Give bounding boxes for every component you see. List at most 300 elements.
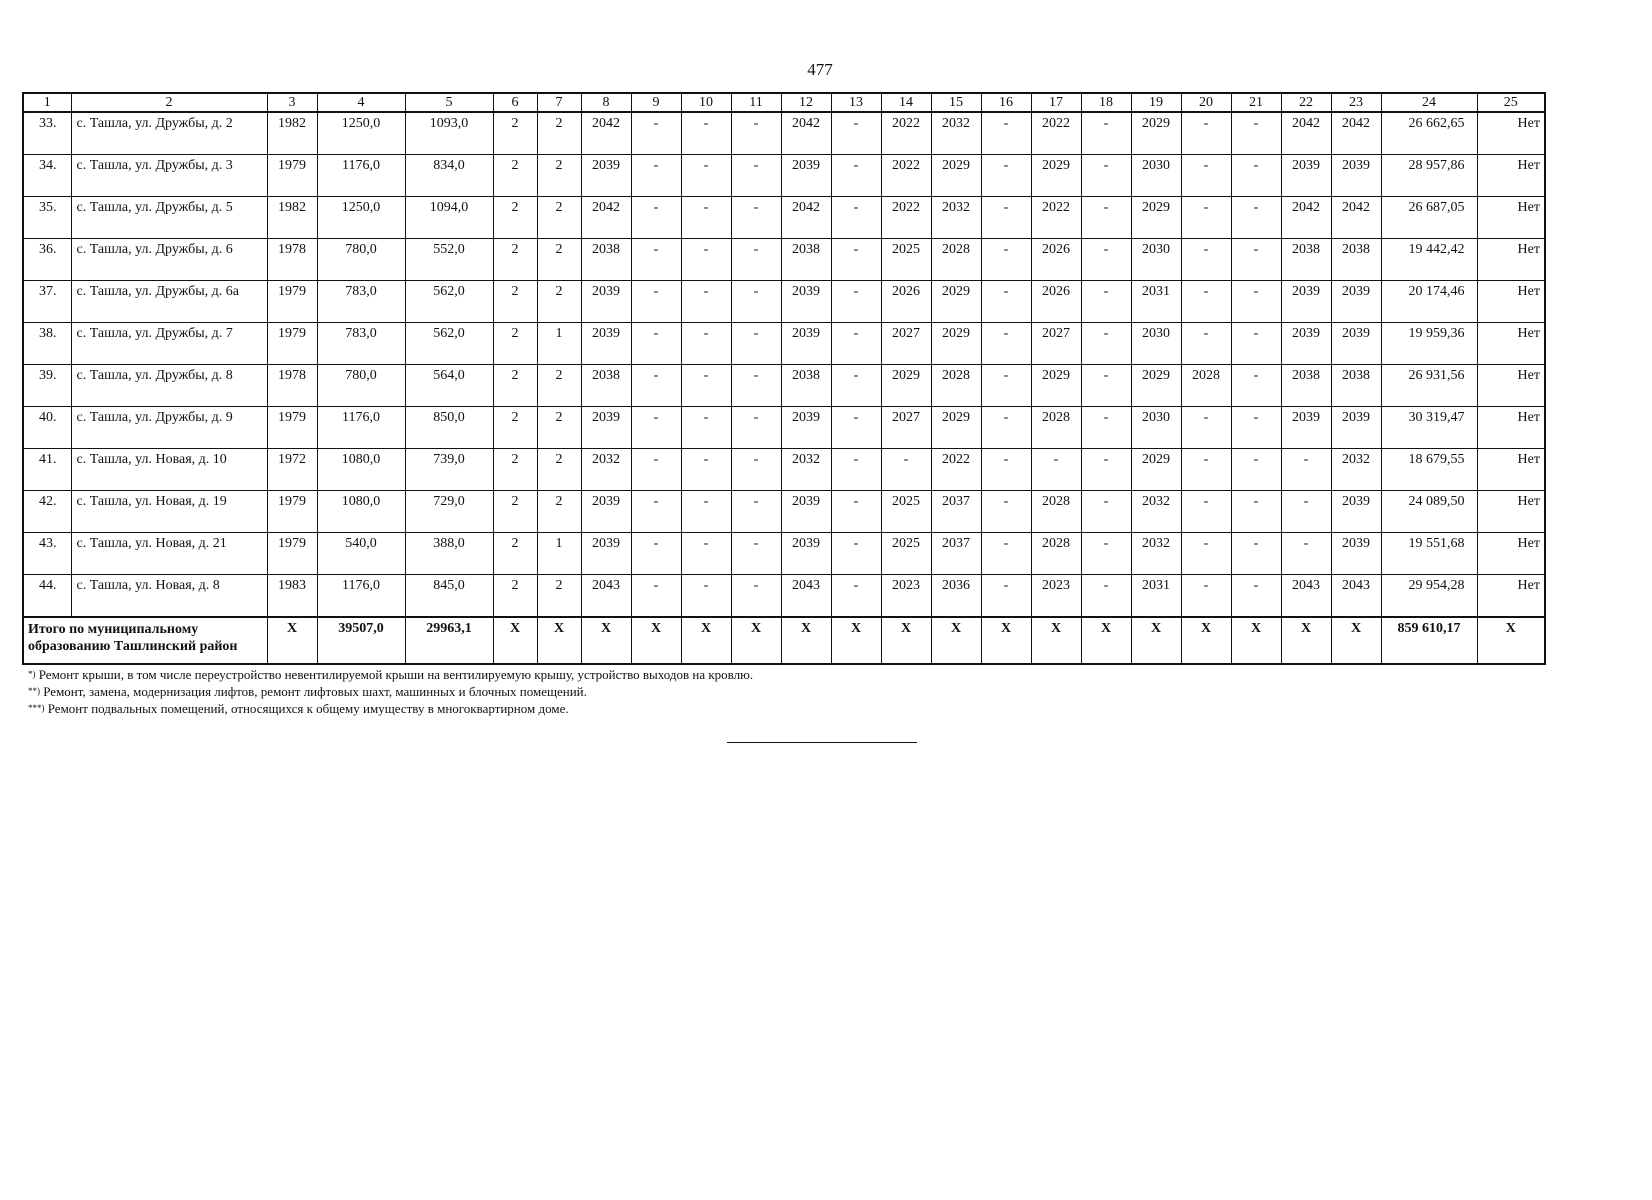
table-row — [23, 281, 1545, 323]
table-cell: 2029 — [881, 365, 931, 407]
table-cell: 2029 — [931, 155, 981, 197]
table-cell: 2 — [537, 575, 581, 618]
table-cell: - — [631, 365, 681, 407]
footnote-text: Ремонт, замена, модернизация лифтов, ремонт лифтовых шахт, машинных и блочных помещений. — [43, 684, 587, 699]
table-cell: - — [1081, 323, 1131, 365]
table-cell: 1 — [537, 533, 581, 575]
table-cell: - — [1231, 365, 1281, 407]
total-cell: X — [881, 617, 931, 664]
total-cell: X — [1281, 617, 1331, 664]
table-cell: 1979 — [267, 533, 317, 575]
table-cell: 2039 — [781, 323, 831, 365]
total-cell: 859 610,17 — [1381, 617, 1477, 664]
table-cell: 2039 — [1331, 407, 1381, 449]
table-cell: 2043 — [581, 575, 631, 618]
table-cell: - — [631, 323, 681, 365]
table-cell: 2039 — [581, 533, 631, 575]
table-cell: - — [1231, 533, 1281, 575]
table-cell: 2036 — [931, 575, 981, 618]
table-cell: 780,0 — [317, 239, 405, 281]
table-cell: 1979 — [267, 407, 317, 449]
table-cell: - — [731, 323, 781, 365]
total-cell: 39507,0 — [317, 617, 405, 664]
table-cell: - — [1231, 491, 1281, 533]
table-cell: Нет — [1477, 281, 1545, 323]
table-cell: - — [731, 533, 781, 575]
column-header: 17 — [1031, 93, 1081, 112]
table-cell: - — [1181, 239, 1231, 281]
table-cell: 2028 — [931, 239, 981, 281]
table-cell: 2039 — [1281, 281, 1331, 323]
table-cell: 2022 — [881, 112, 931, 155]
table-cell: - — [681, 491, 731, 533]
table-cell: 1250,0 — [317, 197, 405, 239]
table-cell: - — [1231, 197, 1281, 239]
table-cell: 2042 — [1281, 112, 1331, 155]
table-cell: 850,0 — [405, 407, 493, 449]
total-cell: X — [537, 617, 581, 664]
table-cell: 2038 — [1331, 365, 1381, 407]
table-cell: Нет — [1477, 575, 1545, 618]
table-cell: 2028 — [1031, 491, 1081, 533]
table-cell: - — [831, 533, 881, 575]
table-cell: 2 — [537, 449, 581, 491]
table-cell: - — [731, 449, 781, 491]
table-cell: - — [831, 281, 881, 323]
table-cell: 1982 — [267, 197, 317, 239]
table-cell: 2029 — [1131, 365, 1181, 407]
table-cell: - — [681, 533, 731, 575]
table-cell: - — [1231, 155, 1281, 197]
table-cell: 783,0 — [317, 323, 405, 365]
table-cell: 2028 — [1181, 365, 1231, 407]
table-cell: 35. — [23, 197, 71, 239]
table-cell: Нет — [1477, 407, 1545, 449]
column-header: 3 — [267, 93, 317, 112]
table-cell: 2039 — [1331, 533, 1381, 575]
table-cell: 28 957,86 — [1381, 155, 1477, 197]
table-cell: 2039 — [1331, 281, 1381, 323]
footnote-mark: **) — [28, 686, 40, 696]
table-cell: 2039 — [581, 281, 631, 323]
table-cell: 2039 — [1331, 323, 1381, 365]
table-cell: - — [1181, 323, 1231, 365]
column-header: 9 — [631, 93, 681, 112]
table-cell: 2029 — [1031, 365, 1081, 407]
table-cell: 1979 — [267, 491, 317, 533]
column-header: 16 — [981, 93, 1031, 112]
table-cell: - — [831, 197, 881, 239]
table-cell: 2042 — [581, 112, 631, 155]
table-cell: - — [731, 407, 781, 449]
footnote-text: Ремонт крыши, в том числе переустройство невентилируемой крыши на вентилируемую крышу, устройство выходов на кровлю. — [38, 667, 754, 682]
total-cell: X — [1231, 617, 1281, 664]
table-cell: с. Ташла, ул. Новая, д. 19 — [71, 491, 267, 533]
table-cell: 2 — [493, 323, 537, 365]
column-header: 6 — [493, 93, 537, 112]
table-cell: - — [831, 323, 881, 365]
total-cell: X — [493, 617, 537, 664]
table-cell: - — [831, 112, 881, 155]
table-cell: - — [631, 155, 681, 197]
table-cell: 2022 — [1031, 197, 1081, 239]
table-cell: 24 089,50 — [1381, 491, 1477, 533]
table-cell: - — [731, 197, 781, 239]
table-cell: 2042 — [781, 112, 831, 155]
table-cell: - — [1081, 155, 1131, 197]
table-cell: - — [1081, 407, 1131, 449]
total-cell: X — [581, 617, 631, 664]
table-cell: - — [631, 533, 681, 575]
table-row — [23, 575, 1545, 618]
table-cell: Нет — [1477, 112, 1545, 155]
table-cell: 2039 — [781, 407, 831, 449]
table-cell: - — [1281, 491, 1331, 533]
table-cell: 2 — [537, 281, 581, 323]
table-cell: - — [981, 239, 1031, 281]
table-cell: 26 687,05 — [1381, 197, 1477, 239]
table-cell: 1176,0 — [317, 575, 405, 618]
table-cell: 2030 — [1131, 407, 1181, 449]
table-cell: 2032 — [931, 197, 981, 239]
table-cell: 2037 — [931, 491, 981, 533]
table-cell: 19 551,68 — [1381, 533, 1477, 575]
table-row — [23, 533, 1545, 575]
table-cell: 2026 — [881, 281, 931, 323]
table-cell: - — [1181, 449, 1231, 491]
table-cell: 2032 — [1131, 533, 1181, 575]
table-cell: 19 959,36 — [1381, 323, 1477, 365]
table-cell: 2 — [537, 239, 581, 281]
footnote — [28, 700, 753, 717]
table-cell: 2039 — [1281, 323, 1331, 365]
table-cell: 2038 — [1281, 239, 1331, 281]
table-cell: 2025 — [881, 533, 931, 575]
table-cell: 2 — [537, 407, 581, 449]
table-cell: с. Ташла, ул. Дружбы, д. 6а — [71, 281, 267, 323]
table-cell: 2022 — [1031, 112, 1081, 155]
table-cell: 2029 — [931, 407, 981, 449]
total-cell: X — [1131, 617, 1181, 664]
table-cell: 2038 — [781, 239, 831, 281]
table-row — [23, 449, 1545, 491]
table-cell: 1 — [537, 323, 581, 365]
total-cell: X — [1031, 617, 1081, 664]
table-cell: 38. — [23, 323, 71, 365]
table-row — [23, 491, 1545, 533]
table-cell: - — [1281, 449, 1331, 491]
table-cell: 2027 — [881, 407, 931, 449]
table-cell: 40. — [23, 407, 71, 449]
table-cell: 783,0 — [317, 281, 405, 323]
table-cell: 388,0 — [405, 533, 493, 575]
table-cell: 2029 — [931, 281, 981, 323]
column-header: 24 — [1381, 93, 1477, 112]
footnotes — [28, 666, 753, 717]
table-cell: - — [681, 575, 731, 618]
total-cell: X — [1081, 617, 1131, 664]
table-cell: Нет — [1477, 533, 1545, 575]
table-cell: 1979 — [267, 323, 317, 365]
table-cell: - — [1081, 533, 1131, 575]
table-cell: 1176,0 — [317, 155, 405, 197]
table-cell: - — [1081, 491, 1131, 533]
table-cell: 34. — [23, 155, 71, 197]
table-cell: 2042 — [581, 197, 631, 239]
table-cell: 2031 — [1131, 281, 1181, 323]
table-cell: 2023 — [881, 575, 931, 618]
table-cell: - — [981, 533, 1031, 575]
table-cell: - — [1181, 575, 1231, 618]
table-cell: 2023 — [1031, 575, 1081, 618]
table-cell: - — [1231, 575, 1281, 618]
total-cell: X — [1181, 617, 1231, 664]
table-cell: 2029 — [1131, 449, 1181, 491]
table-cell: 2038 — [581, 365, 631, 407]
table-cell: 2022 — [881, 155, 931, 197]
column-header: 19 — [1131, 93, 1181, 112]
table-cell: - — [831, 575, 881, 618]
table-cell: 2022 — [881, 197, 931, 239]
table-cell: - — [1231, 239, 1281, 281]
table-cell: с. Ташла, ул. Новая, д. 10 — [71, 449, 267, 491]
total-row — [23, 617, 1545, 664]
table-cell: - — [981, 407, 1031, 449]
table-cell: 1972 — [267, 449, 317, 491]
table-cell: Нет — [1477, 449, 1545, 491]
table-cell: - — [1181, 155, 1231, 197]
total-cell: X — [1331, 617, 1381, 664]
table-cell: Нет — [1477, 365, 1545, 407]
table-cell: - — [1231, 281, 1281, 323]
table-cell: 2039 — [581, 323, 631, 365]
table-cell: 2039 — [581, 407, 631, 449]
column-header: 18 — [1081, 93, 1131, 112]
table-cell: 540,0 — [317, 533, 405, 575]
table-cell: 2039 — [781, 533, 831, 575]
table-cell: - — [1081, 239, 1131, 281]
table-cell: 2027 — [881, 323, 931, 365]
table-cell: - — [881, 449, 931, 491]
table-cell: - — [1081, 112, 1131, 155]
table-cell: 2039 — [1281, 407, 1331, 449]
table-cell: 2038 — [1281, 365, 1331, 407]
total-cell: X — [1477, 617, 1545, 664]
table-cell: с. Ташла, ул. Дружбы, д. 7 — [71, 323, 267, 365]
table-cell: 2 — [493, 407, 537, 449]
table-cell: - — [981, 155, 1031, 197]
table-cell: 2 — [537, 112, 581, 155]
column-header: 11 — [731, 93, 781, 112]
table-cell: 1080,0 — [317, 449, 405, 491]
column-header: 23 — [1331, 93, 1381, 112]
table-cell: с. Ташла, ул. Дружбы, д. 8 — [71, 365, 267, 407]
table-cell: 2 — [493, 239, 537, 281]
table-cell: - — [681, 365, 731, 407]
table-cell: 2032 — [1131, 491, 1181, 533]
table-cell: - — [981, 575, 1031, 618]
table-cell: - — [831, 491, 881, 533]
table-cell: 2043 — [1281, 575, 1331, 618]
table-cell: 26 662,65 — [1381, 112, 1477, 155]
table-cell: с. Ташла, ул. Дружбы, д. 3 — [71, 155, 267, 197]
table-cell: 780,0 — [317, 365, 405, 407]
table-cell: 20 174,46 — [1381, 281, 1477, 323]
table-cell: - — [981, 112, 1031, 155]
table-cell: 2039 — [781, 155, 831, 197]
table-cell: - — [831, 155, 881, 197]
column-header: 8 — [581, 93, 631, 112]
column-header: 2 — [71, 93, 267, 112]
table-cell: - — [1081, 281, 1131, 323]
table-cell: 37. — [23, 281, 71, 323]
table-cell: - — [1181, 533, 1231, 575]
table-cell: с. Ташла, ул. Дружбы, д. 6 — [71, 239, 267, 281]
table-cell: - — [831, 449, 881, 491]
table-row — [23, 112, 1545, 155]
table-cell: 729,0 — [405, 491, 493, 533]
table-cell: 1250,0 — [317, 112, 405, 155]
table-cell: - — [681, 323, 731, 365]
table-cell: 2 — [493, 197, 537, 239]
table-cell: 2043 — [781, 575, 831, 618]
table-cell: 2029 — [931, 323, 981, 365]
table-cell: - — [981, 197, 1031, 239]
total-cell: X — [681, 617, 731, 664]
table-cell: 834,0 — [405, 155, 493, 197]
table-cell: 2038 — [781, 365, 831, 407]
table-cell: 42. — [23, 491, 71, 533]
table-cell: 2025 — [881, 239, 931, 281]
column-header: 4 — [317, 93, 405, 112]
table-cell: - — [681, 407, 731, 449]
table-cell: - — [631, 239, 681, 281]
table-cell: 2 — [493, 365, 537, 407]
page-number: 477 — [807, 60, 833, 79]
table-row — [23, 197, 1545, 239]
footnote-mark: *) — [28, 669, 36, 679]
table-cell: 2026 — [1031, 281, 1081, 323]
table-cell: - — [981, 281, 1031, 323]
table-cell: 2039 — [1281, 155, 1331, 197]
column-header: 1 — [23, 93, 71, 112]
table-cell: 43. — [23, 533, 71, 575]
table-cell: 29 954,28 — [1381, 575, 1477, 618]
table-cell: 2029 — [1131, 112, 1181, 155]
column-header: 20 — [1181, 93, 1231, 112]
table-cell: 2 — [537, 197, 581, 239]
table-cell: 1979 — [267, 281, 317, 323]
table-cell: - — [981, 365, 1031, 407]
table-cell: 2 — [493, 533, 537, 575]
table-cell: - — [731, 365, 781, 407]
column-number-row — [23, 93, 1545, 112]
table-cell: 1093,0 — [405, 112, 493, 155]
table-cell: - — [1231, 407, 1281, 449]
column-header: 25 — [1477, 93, 1545, 112]
table-cell: 26 931,56 — [1381, 365, 1477, 407]
table-cell: - — [1281, 533, 1331, 575]
table-cell: 2032 — [931, 112, 981, 155]
table-cell: 2 — [493, 491, 537, 533]
table-row — [23, 365, 1545, 407]
table-cell: - — [1181, 112, 1231, 155]
table-cell: 2 — [537, 365, 581, 407]
table-cell: 2028 — [931, 365, 981, 407]
table-cell: - — [1181, 491, 1231, 533]
table-cell: - — [681, 281, 731, 323]
column-header: 10 — [681, 93, 731, 112]
table-cell: 2 — [493, 155, 537, 197]
table-cell: 2025 — [881, 491, 931, 533]
table-cell: 2030 — [1131, 323, 1181, 365]
table-row — [23, 407, 1545, 449]
table-cell: 2031 — [1131, 575, 1181, 618]
table-cell: - — [731, 491, 781, 533]
table-row — [23, 323, 1545, 365]
column-header: 21 — [1231, 93, 1281, 112]
table-cell: - — [1081, 449, 1131, 491]
total-cell: X — [631, 617, 681, 664]
table-cell: 2039 — [781, 281, 831, 323]
table-cell: 2032 — [581, 449, 631, 491]
table-cell: 845,0 — [405, 575, 493, 618]
table-cell: 2026 — [1031, 239, 1081, 281]
table-cell: 2043 — [1331, 575, 1381, 618]
table-cell: 33. — [23, 112, 71, 155]
table-cell: 2032 — [781, 449, 831, 491]
table-cell: 2039 — [581, 491, 631, 533]
total-cell: X — [831, 617, 881, 664]
table-cell: - — [731, 575, 781, 618]
table-row — [23, 155, 1545, 197]
column-header: 13 — [831, 93, 881, 112]
footnote — [28, 666, 753, 683]
column-header: 12 — [781, 93, 831, 112]
table-cell: 2029 — [1131, 197, 1181, 239]
total-cell: 29963,1 — [405, 617, 493, 664]
column-header: 14 — [881, 93, 931, 112]
total-cell: X — [981, 617, 1031, 664]
table-cell: - — [681, 449, 731, 491]
footnote-text: Ремонт подвальных помещений, относящихся к общему имуществу в многоквартирном доме. — [47, 701, 569, 716]
table-cell: 2029 — [1031, 155, 1081, 197]
table-cell: 2 — [493, 575, 537, 618]
repair-schedule-table — [22, 92, 1546, 665]
table-cell: 39. — [23, 365, 71, 407]
table-cell: 2037 — [931, 533, 981, 575]
table-cell: 2028 — [1031, 407, 1081, 449]
table-cell: - — [1181, 197, 1231, 239]
table-cell: 1176,0 — [317, 407, 405, 449]
table-cell: - — [631, 575, 681, 618]
table-cell: 1979 — [267, 155, 317, 197]
table-cell: 19 442,42 — [1381, 239, 1477, 281]
table-cell: 2039 — [781, 491, 831, 533]
table-cell: - — [631, 407, 681, 449]
table-cell: - — [631, 491, 681, 533]
footnote — [28, 683, 753, 700]
table-cell: 1982 — [267, 112, 317, 155]
table-cell: 2039 — [1331, 155, 1381, 197]
table-cell: - — [1081, 365, 1131, 407]
table-cell: - — [631, 197, 681, 239]
table-cell: - — [731, 239, 781, 281]
table-cell: - — [1231, 449, 1281, 491]
table-cell: - — [681, 155, 731, 197]
table-cell: 2042 — [1281, 197, 1331, 239]
table-cell: - — [731, 281, 781, 323]
